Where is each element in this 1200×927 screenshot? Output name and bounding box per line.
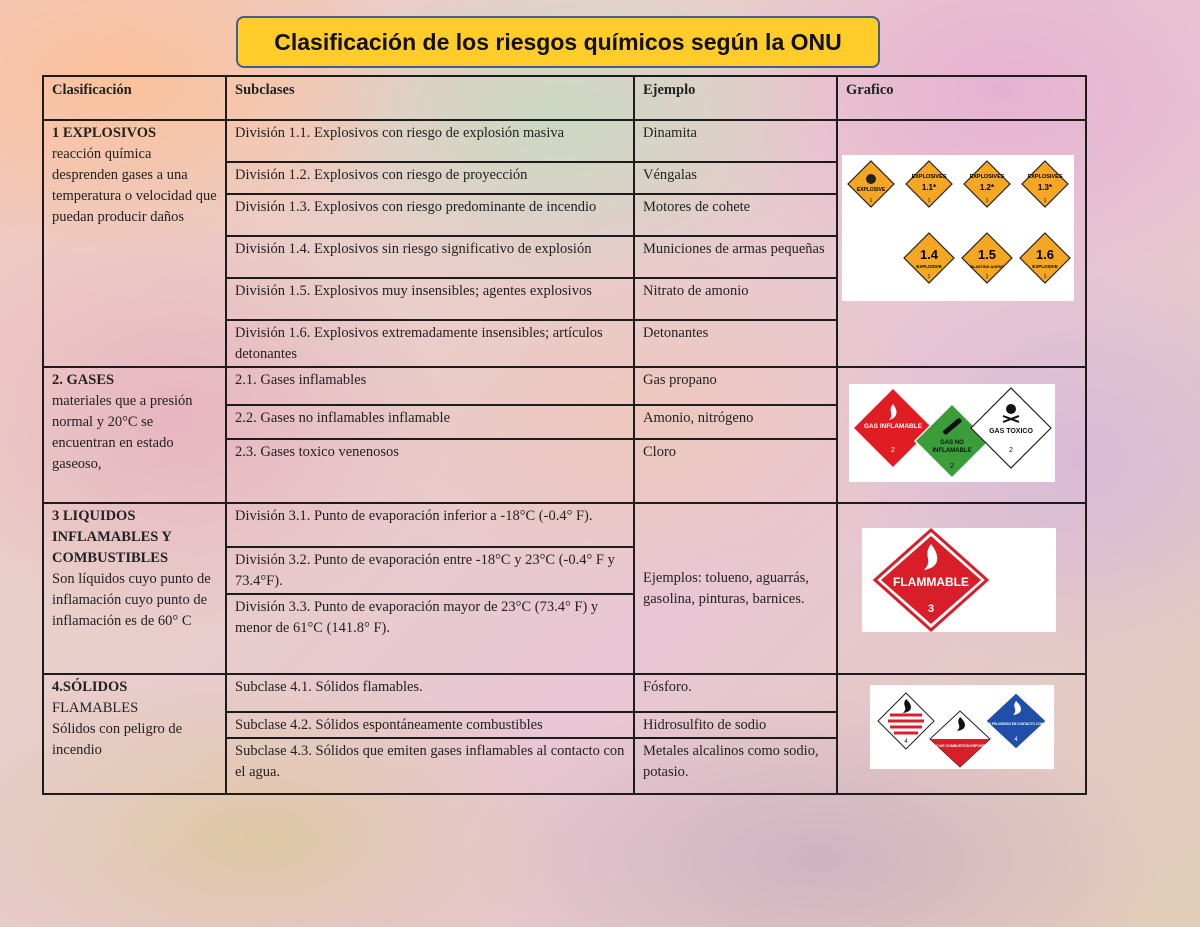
label: EXPLOSIVES: [1027, 174, 1063, 180]
table-row: [43, 367, 1086, 405]
page-title: Clasificación de los riesgos químicos según la ONU: [236, 16, 880, 68]
subclass-cell: 2.3. Gases toxico venenosos: [226, 439, 634, 503]
label: 1: [985, 198, 989, 204]
label: GAS INFLAMABLE: [863, 423, 923, 430]
label: 1.5: [977, 247, 997, 262]
label: 1: [1043, 274, 1047, 280]
example-cell: Detonantes: [634, 320, 837, 367]
explosives-graphic: [837, 120, 1086, 367]
class-description: Sólidos con peligro de incendio: [52, 721, 183, 758]
class-gases: [43, 367, 226, 503]
explosive-diamond-icon: [848, 161, 894, 207]
label: 1: [985, 274, 989, 280]
subclass-cell: División 1.5. Explosivos muy insensibles; agentes explosivos: [226, 278, 634, 320]
subclass-cell: Subclase 4.2. Sólidos espontáneamente combustibles: [226, 712, 634, 738]
class-name-secondary: FLAMABLES: [52, 700, 139, 716]
subclass-cell: Subclase 4.3. Sólidos que emiten gases inflamables al contacto con el agua.: [226, 738, 634, 794]
gas-no-inflamable-diamond-icon: [915, 404, 989, 478]
label: 3: [927, 603, 935, 615]
label: 1: [869, 198, 873, 204]
table-row: [43, 674, 1086, 712]
subclass-cell: División 1.4. Explosivos sin riesgo significativo de explosión: [226, 236, 634, 278]
class-name: 2. GASES: [52, 372, 115, 388]
class-description: Son líquidos cuyo punto de inflamación cuyo punto de inflamación es de 60° C: [52, 571, 211, 629]
label: GAS TOXICO: [989, 428, 1033, 435]
example-cell: Gas propano: [634, 367, 837, 405]
label: BLASTING AGENT: [970, 265, 1004, 269]
header-subclases: Subclases: [226, 76, 634, 120]
liquids-graphic: [837, 503, 1086, 674]
class-solidos: [43, 674, 226, 794]
header-ejemplo: Ejemplo: [634, 76, 837, 120]
solido-flamable-diamond-icon: [878, 693, 934, 749]
subclass-cell: División 3.2. Punto de evaporación entre -18°C y 23°C (-0.4° F y 73.4°F).: [226, 547, 634, 594]
class-name: 1 EXPLOSIVOS: [52, 125, 157, 141]
label: 2: [891, 447, 895, 454]
class-name: 4.SÓLIDOS: [52, 679, 128, 695]
label: 1.4: [919, 247, 939, 262]
class-name: 3 LIQUIDOS INFLAMABLES Y COMBUSTIBLES: [52, 508, 172, 566]
hazard-table: [42, 75, 1087, 795]
label: 1: [927, 198, 931, 204]
label: EXPLOSIVE: [1032, 264, 1058, 269]
explosive-1-6-diamond-icon: [1020, 233, 1070, 283]
label: 1: [927, 274, 931, 280]
label: 1.2*: [979, 183, 995, 192]
subclass-cell: División 1.6. Explosivos extremadamente insensibles; artículos detonantes: [226, 320, 634, 367]
label: 1.6: [1035, 247, 1055, 262]
explosive-1-5-diamond-icon: [962, 233, 1012, 283]
class-description: reacción química desprenden gases a una temperatura o velocidad que puedan producir daños: [52, 146, 217, 225]
flammable-diamond-icon: [875, 530, 987, 630]
subclass-cell: 2.1. Gases inflamables: [226, 367, 634, 405]
solido-combustion-espontanea-diamond-icon: [925, 711, 995, 767]
gas-inflamable-diamond-icon: [853, 388, 933, 468]
explosive-1-2-diamond-icon: [964, 161, 1010, 207]
example-cell: Fósforo.: [634, 674, 837, 712]
label: EXPLOSIVE: [856, 187, 886, 193]
gases-graphic: [837, 367, 1086, 503]
subclass-cell: División 1.2. Explosivos con riesgo de proyección: [226, 162, 634, 194]
subclass-cell: 2.2. Gases no inflamables inflamable: [226, 405, 634, 439]
label: EXPLOSIVES: [911, 174, 947, 180]
label: SÓLIDO PELIGROSO EN CONTACTO CON AGUA: [978, 722, 1054, 726]
example-cell: Nitrato de amonio: [634, 278, 837, 320]
explosive-1-1-diamond-icon: [906, 161, 952, 207]
subclass-cell: División 3.3. Punto de evaporación mayor de 23°C (73.4° F) y menor de 61°C (141.8° F).: [226, 594, 634, 674]
subclass-cell: Subclase 4.1. Sólidos flamables.: [226, 674, 634, 712]
solids-graphic: [837, 674, 1086, 794]
example-cell: Metales alcalinos como sodio, potasio.: [634, 738, 837, 794]
class-explosivos: [43, 120, 226, 367]
subclass-cell: División 1.3. Explosivos con riesgo predominante de incendio: [226, 194, 634, 236]
class-liquidos: [43, 503, 226, 674]
label: EXPLOSIVE: [916, 264, 942, 269]
label: 1.3*: [1037, 183, 1053, 192]
label: FLAMMABLE: [893, 575, 969, 589]
gas-toxico-diamond-icon: [971, 388, 1051, 468]
header-clasificacion: Clasificación: [43, 76, 226, 120]
example-cell: Véngalas: [634, 162, 837, 194]
table-header-row: [43, 76, 1086, 120]
label: INFLAMABLE: [932, 448, 972, 454]
label: 1: [1043, 198, 1047, 204]
explosive-1-4-diamond-icon: [904, 233, 954, 283]
example-cell: Amonio, nitrógeno: [634, 405, 837, 439]
explosive-1-3-diamond-icon: [1022, 161, 1068, 207]
example-cell: Cloro: [634, 439, 837, 503]
example-cell: Motores de cohete: [634, 194, 837, 236]
label: 4: [1014, 737, 1018, 743]
header-grafico: Grafico: [837, 76, 1086, 120]
table-row: [43, 503, 1086, 547]
example-cell: Hidrosulfito de sodio: [634, 712, 837, 738]
label: 4: [904, 739, 908, 745]
subclass-cell: División 3.1. Punto de evaporación inferior a -18°C (-0.4° F).: [226, 503, 634, 547]
table-row: [43, 120, 1086, 162]
example-cell: Ejemplos: tolueno, aguarrás, gasolina, pinturas, barnices.: [634, 503, 837, 674]
class-description: materiales que a presión normal y 20°C se encuentran en estado gaseoso,: [52, 393, 193, 472]
label: EXPLOSIVES: [969, 174, 1005, 180]
example-cell: Dinamita: [634, 120, 837, 162]
example-cell: Municiones de armas pequeñas: [634, 236, 837, 278]
label: 2: [1009, 447, 1013, 454]
label: GAS NO: [940, 440, 964, 446]
subclass-cell: División 1.1. Explosivos con riesgo de explosión masiva: [226, 120, 634, 162]
label: 1.1*: [921, 183, 937, 192]
label: 2: [950, 463, 954, 470]
solido-peligroso-agua-diamond-icon: [979, 693, 1054, 749]
label: SÓLIDO DE COMBUSTIÓN ESPONTÁNEA: [925, 744, 995, 748]
